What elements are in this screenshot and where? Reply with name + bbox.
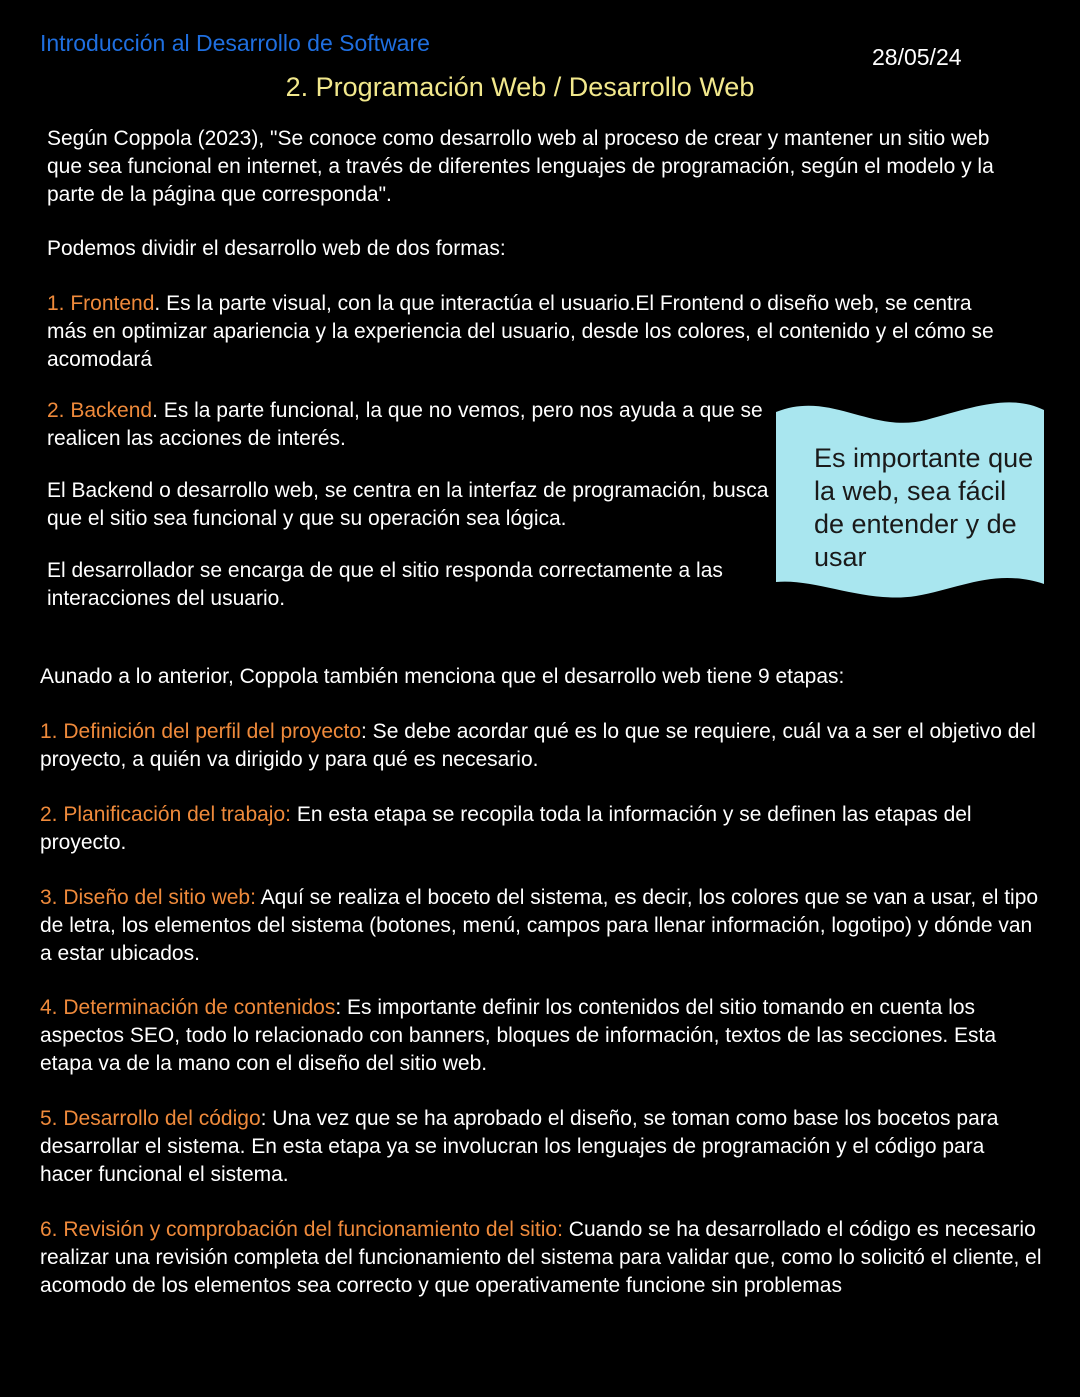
date: 28/05/24 (872, 44, 962, 70)
note-text: Es importante que la web, sea fácil de entender y de usar (814, 443, 1034, 572)
intro-quote: Según Coppola (2023), "Se conoce como desarrollo web al proceso de crear y mantener un sitio web que sea funcional en internet, a través de diferentes lenguajes de programación, según el modelo y la parte de la página que corresponda". (47, 127, 994, 206)
backend-text: . Es la parte funcional, la que no vemos, pero nos ayuda a que se realicen las acciones de interés. (47, 399, 763, 450)
stage-1 (40, 718, 1040, 774)
stage-2-label: 2. Planificación del trabajo: (40, 803, 291, 826)
course-title: Introducción al Desarrollo de Software (40, 30, 430, 56)
stage-6-text: Cuando se ha desarrollado el código es necesario realizar una revisión completa del funcionamiento del sistema para validar que, como lo solicitó el cliente, el acomodo de los elementos sea correcto y que operativamente funcione sin problemas (40, 1218, 1042, 1297)
stage-3-label: 3. Diseño del sitio web: (40, 886, 256, 909)
stage-2-text: En esta etapa se recopila toda la información y se definen las etapas del proyecto. (40, 803, 972, 854)
stage-6 (40, 1216, 1045, 1300)
backend-paragraph (47, 397, 775, 453)
frontend-label: 1. Frontend (47, 292, 155, 315)
stage-6-label: 6. Revisión y comprobación del funcionamiento del sitio: (40, 1218, 563, 1241)
frontend-text: . Es la parte visual, con la que interactúa el usuario.El Frontend o diseño web, se centra más en optimizar apariencia y la experiencia del usuario, desde los colores, el contenido y el cómo se acomodará (47, 292, 994, 371)
intro-divide: Podemos dividir el desarrollo web de dos formas: (47, 237, 506, 260)
stage-2 (40, 801, 1040, 857)
backend-paragraph-2: El Backend o desarrollo web, se centra en la interfaz de programación, busca que el sitio sea funcional y que su operación sea lógica. (47, 479, 769, 530)
stage-1-label: 1. Definición del perfil del proyecto (40, 720, 362, 743)
section-title: 2. Programación Web / Desarrollo Web (285, 72, 755, 102)
stage-5-text: : Una vez que se ha aprobado el diseño, se toman como base los bocetos para desarrollar el sistema. En esta etapa ya se involucran los lenguajes de programación y el código para hacer funcional el sistema. (40, 1107, 999, 1186)
stage-3-text: Aquí se realiza el boceto del sistema, es decir, los colores que se van a usar, el tipo de letra, los elementos del sistema (botones, menú, campos para llenar información, logotipo) y dónde van a estar ubicados. (40, 886, 1039, 965)
backend-paragraph-3: El desarrollador se encarga de que el sitio responda correctamente a las interacciones del usuario. (47, 559, 723, 610)
stage-5 (40, 1105, 1040, 1189)
stage-1-text: : Se debe acordar qué es lo que se requiere, cuál va a ser el objetivo del proyecto, a quién va dirigido y para qué es necesario. (40, 720, 1036, 771)
backend-label: 2. Backend (47, 399, 153, 422)
stages-intro: Aunado a lo anterior, Coppola también menciona que el desarrollo web tiene 9 etapas: (40, 665, 845, 688)
stage-4 (40, 994, 1045, 1078)
stage-3 (40, 884, 1040, 968)
frontend-paragraph (47, 290, 1012, 374)
stage-4-text: : Es importante definir los contenidos del sitio tomando en cuenta los aspectos SEO, todo lo relacionado con banners, bloques de información, textos de las secciones. Esta etapa va de la mano con el diseño del sitio web. (40, 996, 997, 1075)
stage-4-label: 4. Determinación de contenidos (40, 996, 336, 1019)
stage-5-label: 5. Desarrollo del código (40, 1107, 261, 1130)
note-banner (776, 392, 1044, 606)
